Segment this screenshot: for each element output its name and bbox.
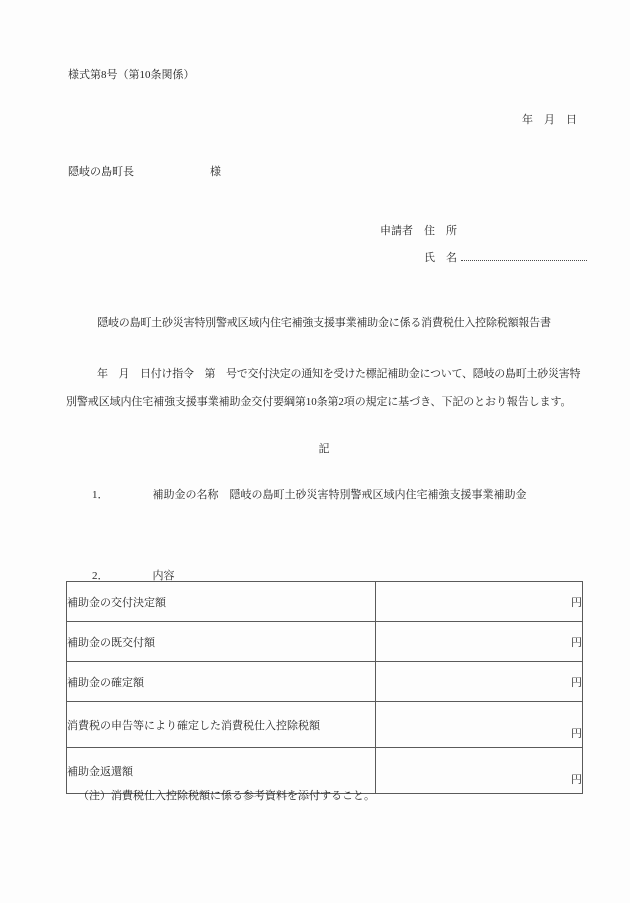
applicant-block — [380, 218, 587, 272]
contents-table — [66, 581, 583, 794]
table-row — [67, 582, 583, 622]
document-title: 隠岐の島町土砂災害特別警戒区域内住宅補強支援事業補助金に係る消費税仕入控除税額報告書 — [97, 317, 551, 329]
item-label: 内容 — [152, 570, 175, 582]
form-number: 様式第8号（第10条関係） — [68, 69, 195, 81]
table-row — [67, 662, 583, 702]
item-value: 隠岐の島町土砂災害特別警戒区域内住宅補強支援事業補助金 — [229, 489, 527, 501]
table-row — [67, 702, 583, 748]
applicant-address-line: 申請者 住 所 — [380, 225, 457, 237]
row-label: 補助金の交付決定額 — [67, 582, 376, 622]
amount-cell: 円 — [376, 748, 583, 794]
addressee-line — [68, 163, 221, 179]
date-line: 年 月 日 — [522, 114, 577, 126]
addressee-honorific: 様 — [210, 166, 221, 178]
amount-cell: 円 — [376, 702, 583, 748]
table-row — [67, 622, 583, 662]
row-label: 補助金返還額 — [67, 748, 376, 794]
applicant-name-line — [380, 245, 587, 272]
body-line-1: 年 月 日付け指令 第 号で交付決定の通知を受けた標記補助金について、隠岐の島町土砂災害特 — [97, 368, 581, 380]
body-line-2: 別警戒区域内住宅補強支援事業補助金交付要綱第10条第2項の規定に基づき、下記のとおり報告します。 — [66, 396, 572, 408]
row-label: 補助金の確定額 — [67, 662, 376, 702]
row-label: 補助金の既交付額 — [67, 622, 376, 662]
amount-cell: 円 — [376, 662, 583, 702]
item-1-subsidy-name — [92, 486, 527, 502]
addressee-name: 隠岐の島町長 — [68, 166, 134, 178]
applicant-name-label: 氏 名 — [424, 252, 457, 264]
item-number: 2． — [92, 570, 109, 582]
item-label: 補助金の名称 — [152, 489, 219, 501]
amount-cell: 円 — [376, 622, 583, 662]
footnote: （注）消費税仕入控除税額に係る参考資料を添付すること。 — [78, 790, 375, 802]
record-mark: 記 — [318, 443, 330, 455]
name-dotted-line — [461, 250, 587, 261]
row-label: 消費税の申告等により確定した消費税仕入控除税額 — [67, 702, 376, 748]
item-number: 1． — [92, 489, 109, 501]
amount-cell: 円 — [376, 582, 583, 622]
body-paragraph — [66, 360, 590, 416]
